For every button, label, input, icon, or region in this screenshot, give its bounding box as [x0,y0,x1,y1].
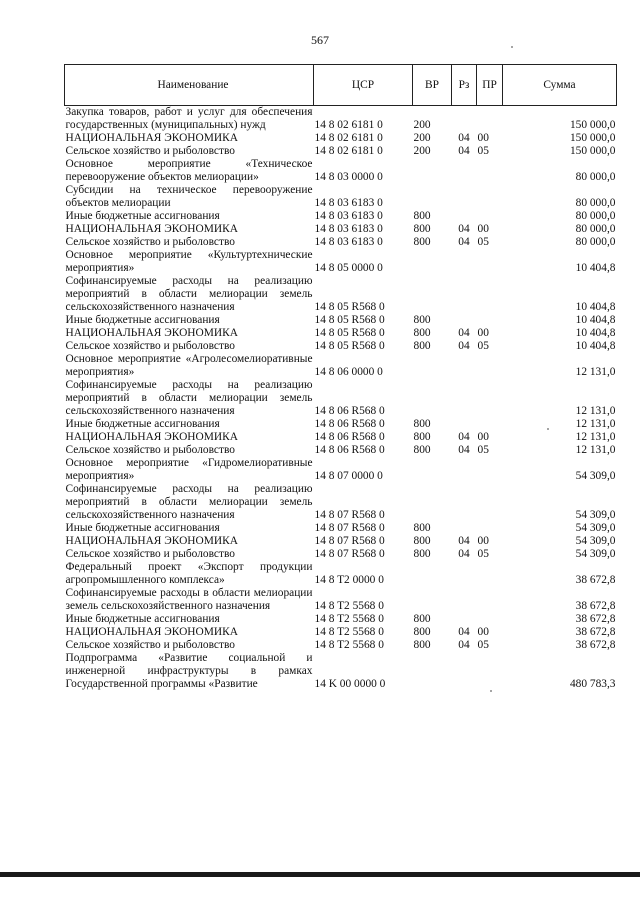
cell-sum: 10 404,8 [575,340,616,352]
cell-name: Основное мероприятие «Техническое перевооружение объектов мелиорации» [65,158,313,183]
cell-vr: 200 [413,132,431,144]
cell-csr: 14 8 05 0000 0 [314,262,383,274]
cell-name: Иные бюджетные ассигнования [65,522,220,534]
cell-csr: 14 8 03 0000 0 [314,171,383,183]
header-pr: ПР [477,65,503,106]
cell-rz [452,158,477,184]
cell-rz [452,379,477,418]
cell-csr: 14 8 T2 5568 0 [314,613,384,625]
cell-pr: 00 [477,626,489,638]
cell-sum: 80 000,0 [575,197,616,209]
header-sum: Сумма [503,65,617,106]
table-row [65,431,617,444]
header-csr: ЦСР [314,65,413,106]
cell-vr: 800 [413,314,431,326]
cell-name: Сельское хозяйство и рыболовство [65,548,235,560]
cell-csr: 14 8 03 6183 0 [314,223,383,235]
cell-sum: 38 672,8 [575,613,616,625]
cell-sum: 54 309,0 [575,470,616,482]
cell-vr [413,249,452,275]
cell-sum: 12 131,0 [575,418,616,430]
table-header [65,65,617,106]
table-row [65,158,617,184]
cell-rz: 04 [458,626,470,638]
cell-vr: 800 [413,639,431,651]
cell-name: НАЦИОНАЛЬНАЯ ЭКОНОМИКА [65,223,238,235]
cell-rz: 04 [458,340,470,352]
scan-bottom-edge [0,872,640,877]
cell-vr [413,483,452,522]
cell-sum: 10 404,8 [575,262,616,274]
table-row [65,314,617,327]
cell-name: Основное мероприятие «Агролесомелиоративные мероприятия» [65,353,313,378]
cell-sum: 38 672,8 [575,574,616,586]
budget-table [64,64,617,691]
cell-csr: 14 8 02 6181 0 [314,119,383,131]
table-body [65,106,617,692]
cell-sum: 80 000,0 [575,210,616,222]
cell-pr: 05 [477,548,489,560]
cell-name: Сельское хозяйство и рыболовство [65,444,235,456]
cell-csr: 14 8 05 R568 0 [314,301,385,313]
cell-name: Сельское хозяйство и рыболовство [65,340,235,352]
table-row [65,236,617,249]
table-row [65,535,617,548]
table-row [65,613,617,626]
cell-csr: 14 8 07 0000 0 [314,470,383,482]
table-row [65,457,617,483]
cell-name: Закупка товаров, работ и услуг для обеспечения государственных (муниципальных) нужд [65,106,313,131]
cell-rz [452,184,477,210]
table-row [65,106,617,133]
cell-csr: 14 K 00 0000 0 [314,678,386,690]
cell-pr: 05 [477,639,489,651]
cell-sum: 12 131,0 [575,405,616,417]
scan-speck [490,690,492,692]
cell-sum: 80 000,0 [575,171,616,183]
cell-csr: 14 8 03 6183 0 [314,197,383,209]
cell-sum: 10 404,8 [575,327,616,339]
cell-vr [413,457,452,483]
cell-sum: 150 000,0 [569,145,616,157]
cell-sum: 54 309,0 [575,548,616,560]
cell-name: Иные бюджетные ассигнования [65,418,220,430]
cell-pr [477,210,503,223]
cell-pr [477,106,503,133]
cell-csr: 14 8 07 R568 0 [314,522,385,534]
cell-pr: 00 [477,327,489,339]
table-row [65,418,617,431]
cell-rz: 04 [458,236,470,248]
cell-csr: 14 8 02 6181 0 [314,145,383,157]
cell-rz [452,106,477,133]
table-row [65,626,617,639]
cell-csr: 14 8 T2 0000 0 [314,574,384,586]
table-row [65,639,617,652]
cell-pr: 05 [477,236,489,248]
cell-name: Субсидии на техническое перевооружение объектов мелиорации [65,184,313,209]
cell-rz [452,418,477,431]
table-row [65,522,617,535]
cell-name: Софинансируемые расходы на реализацию мероприятий в области мелиорации земель сельскохозяйственного назначения [65,483,313,521]
cell-name: Сельское хозяйство и рыболовство [65,639,235,651]
cell-rz [452,613,477,626]
cell-name: Софинансируемые расходы в области мелиорации земель сельскохозяйственного назначения [65,587,313,612]
cell-sum: 38 672,8 [575,600,616,612]
cell-sum: 150 000,0 [569,132,616,144]
cell-csr: 14 8 06 R568 0 [314,444,385,456]
cell-name: НАЦИОНАЛЬНАЯ ЭКОНОМИКА [65,626,238,638]
cell-vr: 800 [413,522,431,534]
cell-vr [413,158,452,184]
cell-pr [477,457,503,483]
cell-name: Основное мероприятие «Гидромелиоративные мероприятия» [65,457,313,482]
cell-rz: 04 [458,145,470,157]
cell-name: Иные бюджетные ассигнования [65,314,220,326]
cell-rz: 04 [458,132,470,144]
cell-name: Иные бюджетные ассигнования [65,613,220,625]
scan-speck [547,428,549,430]
cell-pr [477,275,503,314]
cell-pr: 00 [477,223,489,235]
cell-name: НАЦИОНАЛЬНАЯ ЭКОНОМИКА [65,535,238,547]
cell-csr: 14 8 03 6183 0 [314,236,383,248]
cell-vr [413,652,452,691]
cell-name: Федеральный проект «Экспорт продукции агропромышленного комплекса» [65,561,313,586]
cell-sum: 150 000,0 [569,119,616,131]
cell-vr: 800 [413,548,431,560]
cell-pr [477,249,503,275]
cell-name: Сельское хозяйство и рыболовство [65,236,235,248]
cell-vr: 800 [413,327,431,339]
table-row [65,249,617,275]
table-row [65,587,617,613]
table-row [65,210,617,223]
table-row [65,548,617,561]
cell-csr: 14 8 06 R568 0 [314,431,385,443]
cell-vr: 800 [413,236,431,248]
cell-csr: 14 8 06 R568 0 [314,405,385,417]
cell-rz [452,249,477,275]
scan-speck [511,46,513,48]
table-row [65,353,617,379]
table-row [65,223,617,236]
cell-name: Софинансируемые расходы на реализацию мероприятий в области мелиорации земель сельскохозяйственного назначения [65,275,313,313]
cell-rz [452,522,477,535]
cell-rz [452,457,477,483]
cell-rz: 04 [458,639,470,651]
cell-csr: 14 8 02 6181 0 [314,132,383,144]
cell-vr: 800 [413,626,431,638]
cell-pr [477,379,503,418]
table-row [65,561,617,587]
cell-pr: 00 [477,535,489,547]
table-row [65,340,617,353]
cell-vr: 800 [413,444,431,456]
cell-vr: 200 [413,119,431,131]
cell-sum: 12 131,0 [575,431,616,443]
header-row [65,65,617,106]
table-row [65,483,617,522]
cell-sum: 80 000,0 [575,236,616,248]
table-row [65,379,617,418]
cell-csr: 14 8 03 6183 0 [314,210,383,222]
cell-sum: 10 404,8 [575,314,616,326]
cell-pr [477,418,503,431]
cell-csr: 14 8 06 0000 0 [314,366,383,378]
cell-name: Сельское хозяйство и рыболовство [65,145,235,157]
cell-rz: 04 [458,223,470,235]
cell-pr [477,184,503,210]
cell-pr: 05 [477,444,489,456]
cell-rz [452,483,477,522]
cell-vr: 800 [413,340,431,352]
cell-rz: 04 [458,548,470,560]
table-row [65,184,617,210]
cell-vr [413,561,452,587]
cell-name: НАЦИОНАЛЬНАЯ ЭКОНОМИКА [65,431,238,443]
header-rz: Рз [452,65,477,106]
table-row [65,145,617,158]
cell-name: Иные бюджетные ассигнования [65,210,220,222]
cell-csr: 14 8 07 R568 0 [314,509,385,521]
cell-sum: 12 131,0 [575,444,616,456]
cell-rz [452,210,477,223]
cell-pr: 05 [477,340,489,352]
cell-csr: 14 8 T2 5568 0 [314,600,384,612]
cell-vr: 800 [413,210,431,222]
cell-sum: 12 131,0 [575,366,616,378]
cell-csr: 14 8 05 R568 0 [314,314,385,326]
cell-sum: 38 672,8 [575,626,616,638]
cell-pr: 00 [477,431,489,443]
cell-pr [477,522,503,535]
table-row [65,652,617,691]
cell-csr: 14 8 06 R568 0 [314,418,385,430]
cell-rz [452,353,477,379]
page-number: 567 [311,33,329,47]
cell-rz [452,275,477,314]
cell-sum: 54 309,0 [575,509,616,521]
cell-rz: 04 [458,535,470,547]
cell-csr: 14 8 07 R568 0 [314,548,385,560]
cell-vr: 800 [413,613,431,625]
cell-pr [477,561,503,587]
cell-csr: 14 8 T2 5568 0 [314,626,384,638]
cell-sum: 480 783,3 [569,678,616,690]
header-name: Наименование [65,65,314,106]
cell-name: Основное мероприятие «Культуртехнические мероприятия» [65,249,313,274]
cell-name: Софинансируемые расходы на реализацию мероприятий в области мелиорации земель сельскохозяйственного назначения [65,379,313,417]
table-row [65,275,617,314]
cell-vr: 800 [413,535,431,547]
cell-pr [477,613,503,626]
cell-csr: 14 8 05 R568 0 [314,340,385,352]
cell-vr [413,379,452,418]
cell-vr: 800 [413,418,431,430]
cell-pr [477,314,503,327]
cell-pr: 05 [477,145,489,157]
table-row [65,444,617,457]
cell-pr: 00 [477,132,489,144]
cell-sum: 54 309,0 [575,535,616,547]
cell-pr [477,652,503,691]
cell-csr: 14 8 05 R568 0 [314,327,385,339]
table-row [65,132,617,145]
cell-sum: 54 309,0 [575,522,616,534]
cell-vr: 200 [413,145,431,157]
header-vr: ВР [413,65,452,106]
cell-csr: 14 8 07 R568 0 [314,535,385,547]
cell-vr [413,275,452,314]
cell-pr [477,353,503,379]
cell-vr [413,353,452,379]
cell-rz [452,587,477,613]
cell-rz: 04 [458,431,470,443]
cell-pr [477,483,503,522]
cell-sum: 80 000,0 [575,223,616,235]
cell-rz [452,314,477,327]
table-row [65,327,617,340]
cell-rz [452,652,477,691]
cell-name: НАЦИОНАЛЬНАЯ ЭКОНОМИКА [65,327,238,339]
cell-name: НАЦИОНАЛЬНАЯ ЭКОНОМИКА [65,132,238,144]
cell-sum: 38 672,8 [575,639,616,651]
cell-vr [413,184,452,210]
cell-vr: 800 [413,431,431,443]
cell-rz: 04 [458,444,470,456]
cell-vr: 800 [413,223,431,235]
cell-sum: 10 404,8 [575,301,616,313]
cell-pr [477,587,503,613]
cell-rz [452,561,477,587]
cell-name: Подпрограмма «Развитие социальной и инженерной инфраструктуры в рамках Государственной программы «Развитие [65,652,313,690]
cell-csr: 14 8 T2 5568 0 [314,639,384,651]
cell-pr [477,158,503,184]
cell-rz: 04 [458,327,470,339]
cell-vr [413,587,452,613]
